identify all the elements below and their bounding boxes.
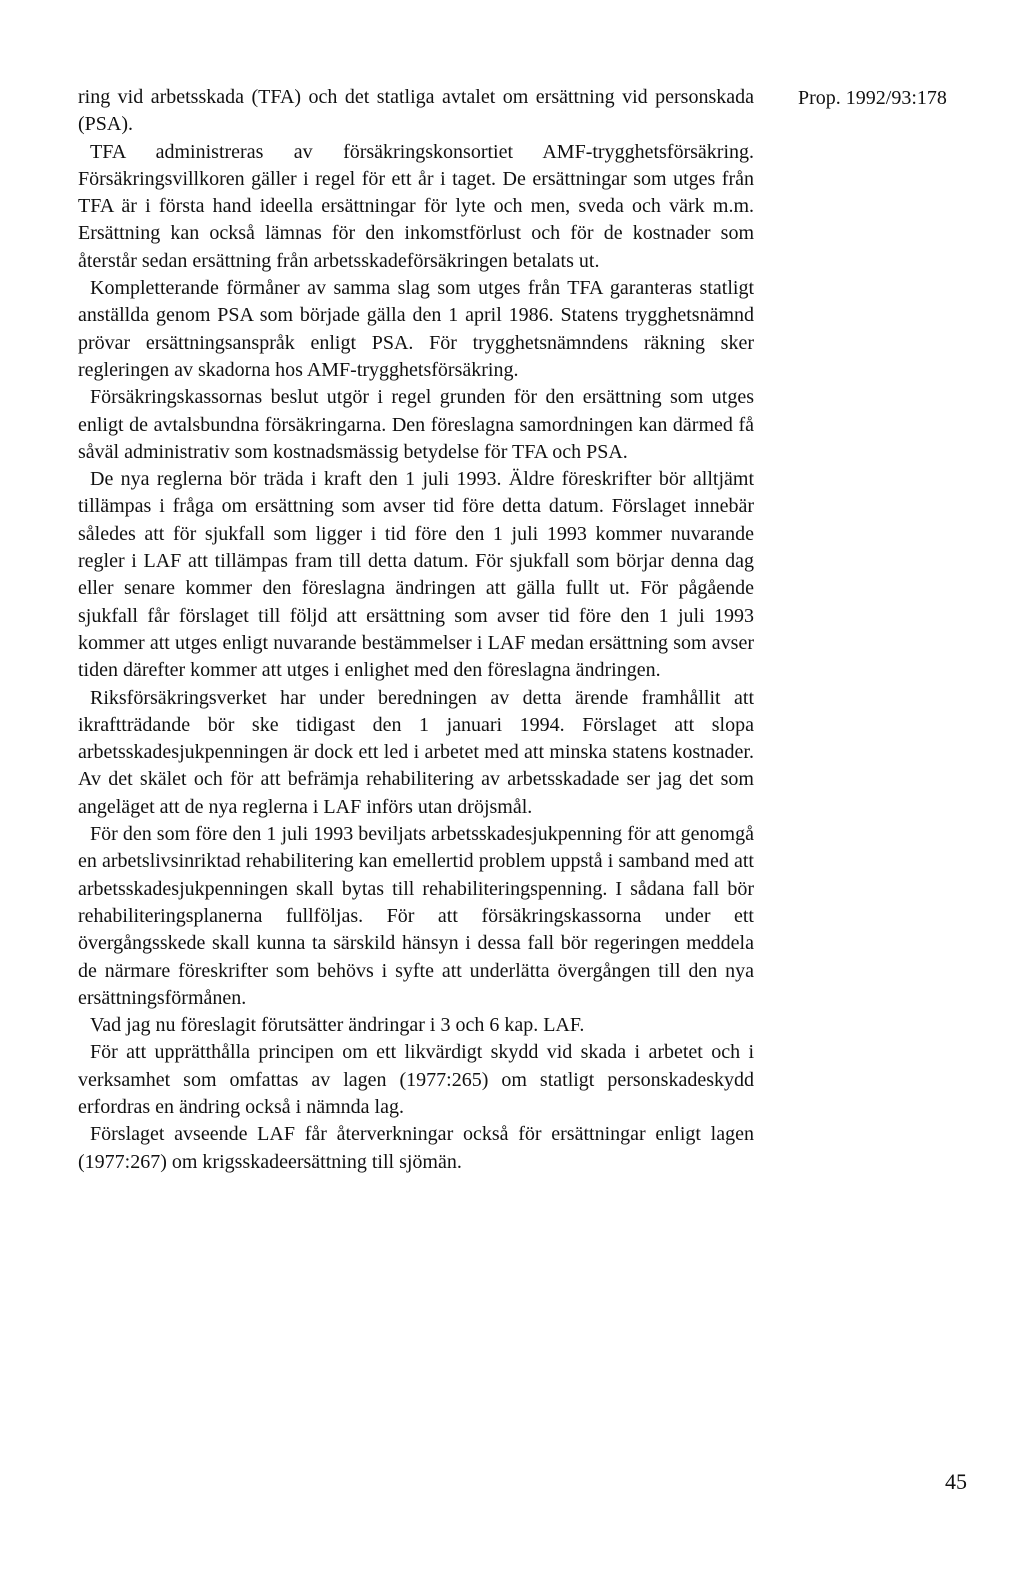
paragraph-personskadeskydd: För att upprätthålla principen om ett likvärdigt skydd vid skada i arbetet och i verksamhet som omfattas av lagen (1977:265) om statligt personskadeskydd erfordras en ändring också i nämnda lag. — [78, 1041, 754, 1118]
paragraph-rehabilitering: För den som före den 1 juli 1993 beviljats arbetsskadesjukpenning för att genomgå en arbetslivsinriktad rehabilitering kan emellertid problem uppstå i samband med att arbetsskadesjukpenningen skall bytas till rehabiliteringspenning. I sådana fall bör rehabiliteringsplanerna fullföljas. För att försäkringskassorna under ett övergångsskede skall kunna ta särskild hänsyn i dessa fall bör regeringen meddela de närmare föreskrifter som behövs i syfte att underlätta övergången till den nya ersättningsförmånen. — [78, 823, 754, 1009]
paragraph-psa: Kompletterande förmåner av samma slag som utges från TFA garanteras statligt anställda genom PSA som började gälla den 1 april 1986. Statens trygghetsnämnd prövar ersättningsanspråk enligt PSA. För trygghetsnämndens räkning sker regleringen av skadorna hos AMF-trygghetsförsäkring. — [78, 277, 754, 381]
body-text — [78, 84, 754, 1176]
page-number: 45 — [945, 1469, 967, 1494]
paragraph-forsakringskassor: Försäkringskassornas beslut utgör i regel grunden för den ersättning som utges enligt de avtalsbundna försäkringarna. Den föreslagna samordningen kan därmed få såväl administrativ som kostnadsmässig betydelse för TFA och PSA. — [78, 386, 754, 463]
paragraph-andringar: Vad jag nu föreslagit förutsätter ändringar i 3 och 6 kap. LAF. — [90, 1014, 585, 1037]
paragraph-tfa: TFA administreras av försäkringskonsortiet AMF-trygghetsförsäkring. Försäkringsvillkoren gäller i regel för ett år i taget. De ersättningar som utges från TFA är i första hand ideella ersättningar för lyte och men, sveda och värk m.m. Ersättning kan också lämnas för den inkomstförlust och för de kostnader som återstår sedan ersättning från arbetsskadeförsäkringen betalats ut. — [78, 140, 754, 272]
page-reference: Prop. 1992/93:178 — [798, 87, 947, 109]
paragraph-krigsskadeersattning: Förslaget avseende LAF får återverkningar också för ersättningar enligt lagen (1977:267) om krigsskadeersättning till sjömän. — [78, 1123, 754, 1173]
paragraph-riksforsakringsverket: Riksförsäkringsverket har under beredningen av detta ärende framhållit att ikraftträdande bör ske tidigast den 1 januari 1994. Förslaget att slopa arbetsskadesjukpenningen är dock ett led i arbetet med att minska statens kostnader. Av det skälet och för att befrämja rehabilitering av arbetsskadade ser jag det som angeläget att de nya reglerna i LAF införs utan dröjsmål. — [78, 686, 754, 818]
paragraph-ikrafttradande: De nya reglerna bör träda i kraft den 1 juli 1993. Äldre föreskrifter bör alltjämt tillämpas i fråga om ersättning som avser tid före detta datum. Förslaget innebär således att för sjukfall som ligger i tid före den 1 juli 1993 kommer nuvarande regler i LAF att tillämpas fram till detta datum. För sjukfall som börjar denna dag eller senare kommer den föreslagna ändringen att gälla fullt ut. För pågående sjukfall får förslaget till följd att ersättning som avser tid före den 1 juli 1993 kommer att utges enligt nuvarande bestämmelser i LAF medan ersättning som avser tiden därefter kommer att utges i enlighet med den föreslagna ändringen. — [78, 468, 754, 682]
paragraph-continuation: ring vid arbetsskada (TFA) och det statliga avtalet om ersättning vid personskada (PSA). — [78, 86, 754, 136]
